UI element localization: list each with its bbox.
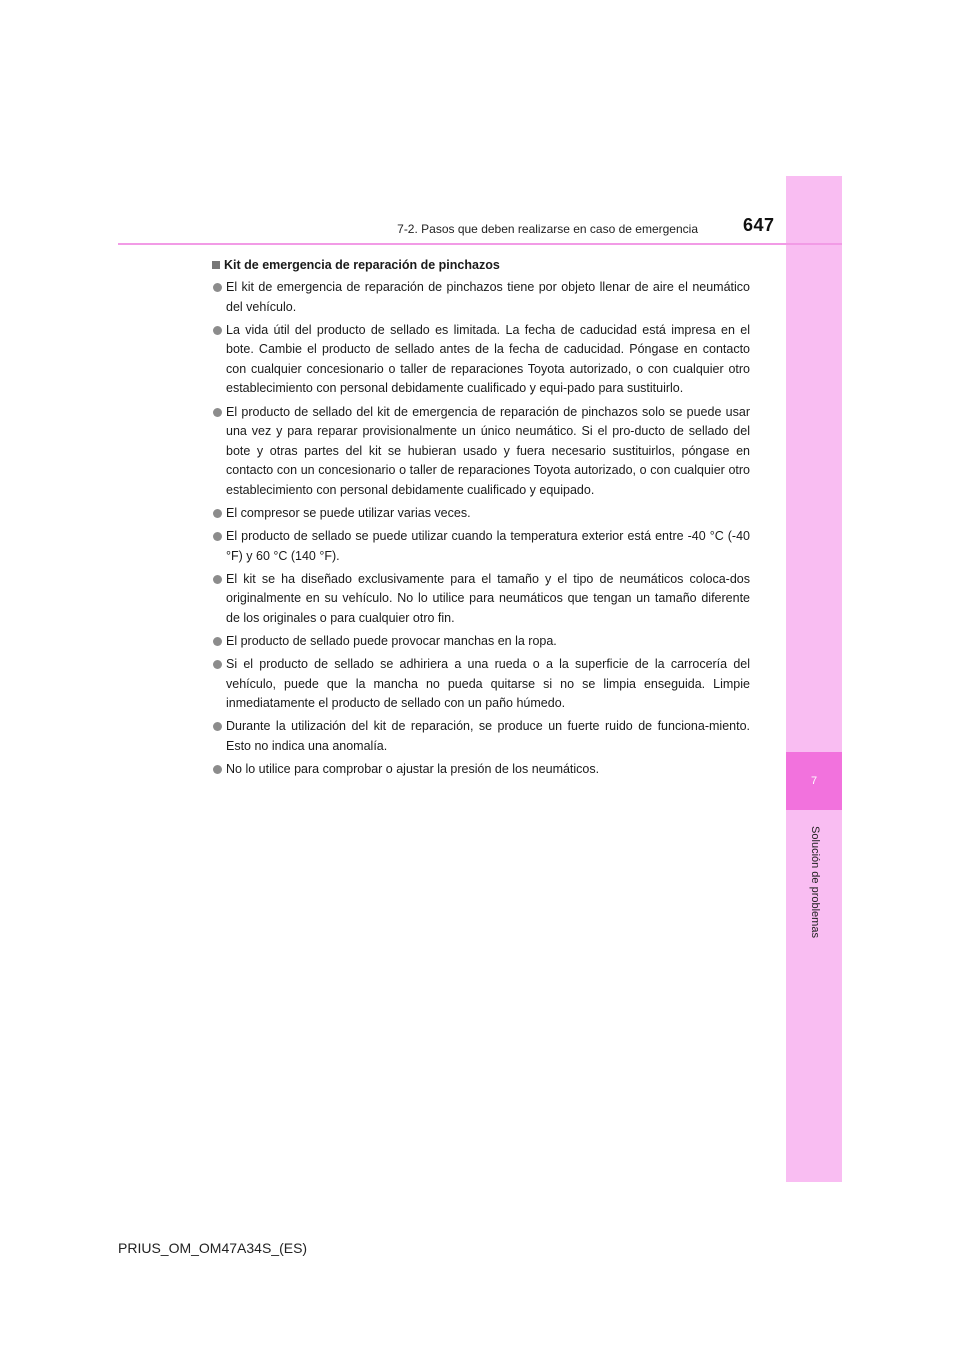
chapter-side-tab bbox=[786, 176, 842, 1182]
list-item-text: El compresor se puede utilizar varias veces. bbox=[226, 506, 471, 521]
list-item bbox=[212, 632, 750, 652]
section-title-text: Kit de emergencia de reparación de pinchazos bbox=[224, 258, 500, 272]
circle-bullet-icon bbox=[213, 509, 222, 518]
list-item bbox=[212, 504, 750, 524]
list-item-text: La vida útil del producto de sellado es limitada. La fecha de caducidad está impresa en el bote. Cambie el producto de sellado antes de la fecha de caducidad. Póngase en contacto con cualquier concesionario o taller de reparaciones Toyota autorizado, o con cualquier otro establecimiento con personal debidamente cualificado y equi-pado para sustituirlo. bbox=[226, 322, 750, 396]
square-bullet-icon bbox=[212, 261, 220, 269]
list-item-text: El producto de sellado se puede utilizar cuando la temperatura exterior está entre -40 °C (-40 °F) y 60 °C (140 °F). bbox=[226, 529, 750, 563]
list-item-text: Durante la utilización del kit de reparación, se produce un fuerte ruido de funciona-miento. Esto no indica una anomalía. bbox=[226, 719, 750, 754]
header-divider bbox=[118, 243, 842, 245]
circle-bullet-icon bbox=[213, 326, 222, 335]
list-item bbox=[212, 321, 750, 399]
list-item-text: No lo utilice para comprobar o ajustar la presión de los neumáticos. bbox=[226, 762, 600, 777]
circle-bullet-icon bbox=[213, 637, 222, 646]
section-header: 7-2. Pasos que deben realizarse en caso de emergencia bbox=[397, 222, 698, 236]
list-item-text: Si el producto de sellado se adhiriera a una rueda o a la superficie de la carrocería del vehículo, puede que la mancha no pueda quitarse si no se limpia enseguida. Limpie inmediatamente el producto de sellado con un paño húmedo. bbox=[226, 657, 750, 711]
list-item-text: El producto de sellado del kit de emergencia de reparación de pinchazos solo se puede usar una vez y para reparar provisionalmente un único neumático. Si el pro-ducto de sellado del bote y otras partes del kit se hubieran usado y fuera necesario sustituirlos, póngase en contacto con un concesionario o taller de reparaciones Toyota autorizado, o con cualquier otro establecimiento con personal debidamente cualificado y equipado. bbox=[226, 404, 750, 497]
circle-bullet-icon bbox=[213, 722, 222, 731]
list-item-text: El kit de emergencia de reparación de pinchazos tiene por objeto llenar de aire el neumático del vehículo. bbox=[226, 280, 750, 314]
document-code: PRIUS_OM_OM47A34S_(ES) bbox=[118, 1240, 308, 1256]
list-item-text: El producto de sellado puede provocar manchas en la ropa. bbox=[226, 634, 557, 649]
circle-bullet-icon bbox=[213, 408, 222, 417]
main-content bbox=[212, 256, 750, 783]
list-item bbox=[212, 570, 750, 629]
list-item bbox=[212, 527, 750, 566]
chapter-title: Solución de problemas bbox=[809, 826, 821, 938]
chapter-number: 7 bbox=[810, 775, 818, 787]
circle-bullet-icon bbox=[213, 575, 222, 584]
circle-bullet-icon bbox=[213, 765, 222, 774]
section-title bbox=[212, 256, 750, 274]
list-item bbox=[212, 655, 750, 714]
circle-bullet-icon bbox=[213, 283, 222, 292]
list-item bbox=[212, 278, 750, 317]
bullet-list bbox=[212, 278, 750, 780]
list-item bbox=[212, 403, 750, 501]
list-item bbox=[212, 717, 750, 756]
circle-bullet-icon bbox=[213, 660, 222, 669]
chapter-number-tab[interactable] bbox=[786, 752, 842, 810]
list-item bbox=[212, 760, 750, 780]
page-number: 647 bbox=[743, 215, 775, 235]
circle-bullet-icon bbox=[213, 532, 222, 541]
list-item-text: El kit se ha diseñado exclusivamente para el tamaño y el tipo de neumáticos coloca-dos originalmente en su vehículo. No lo utilice para neumáticos que tengan un tamaño diferente de los originales o para cualquier otro fin. bbox=[226, 571, 750, 625]
